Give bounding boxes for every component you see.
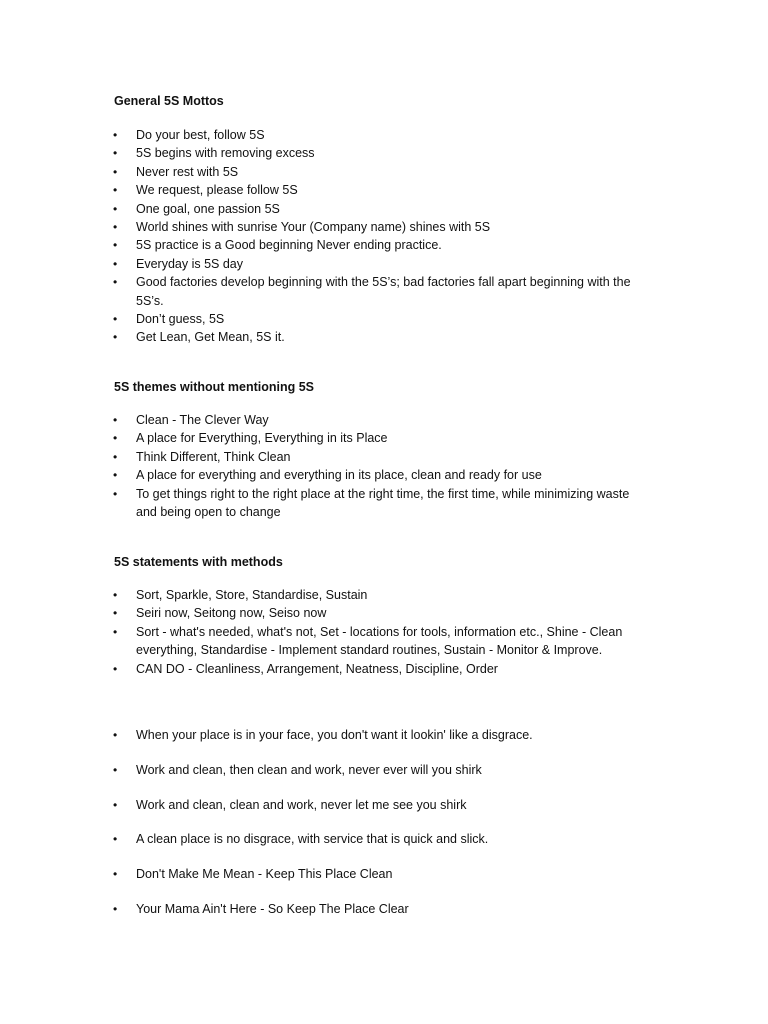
bullet-icon: • [113, 797, 118, 812]
bullet-list-general-5s-mottos [0, 126, 768, 347]
list-item: • Sort - what's needed, what's not, Set - locations for tools, information etc., Shine - Clean everything, Standardise - Implement standard routines, Sustain - Monitor & Improve. [113, 624, 623, 658]
bullet-icon: • [113, 588, 118, 602]
section-heading-general-5s-mottos: General 5S Mottos [114, 94, 224, 108]
bullet-icon: • [113, 146, 118, 161]
bullet-icon: • [113, 728, 118, 742]
list-item: • 5S begins with removing excess [0, 144, 636, 162]
bullet-icon: • [113, 449, 118, 464]
list-item: • 5S practice is a Good beginning Never ending practice. [0, 236, 636, 254]
bullet-icon: • [113, 468, 118, 483]
list-item: • Get Lean, Get Mean, 5S it. [0, 328, 636, 346]
list-item: • A clean place is no disgrace, with service that is quick and slick. [0, 830, 636, 848]
list-item: • Seiri now, Seitong now, Seiso now [0, 604, 636, 622]
list-item: • CAN DO - Cleanliness, Arrangement, Neatness, Discipline, Order [0, 660, 636, 678]
list-item: • Work and clean, clean and work, never let me see you shirk [0, 796, 636, 814]
bullet-icon: • [113, 413, 118, 427]
bullet-icon: • [113, 661, 118, 676]
bullet-icon: • [113, 164, 118, 179]
bullet-icon: • [113, 901, 118, 916]
bullet-icon: • [113, 606, 118, 621]
list-item: • A place for everything and everything in its place, clean and ready for use [0, 466, 636, 484]
bullet-icon: • [113, 183, 118, 198]
list-item: • Think Different, Think Clean [0, 448, 636, 466]
bullet-icon: • [113, 312, 118, 327]
list-item: • World shines with sunrise Your (Company name) shines with 5S [0, 218, 636, 236]
list-item: • Everyday is 5S day [0, 255, 636, 273]
bullet-icon: • [113, 486, 118, 501]
list-item: • One goal, one passion 5S [0, 200, 636, 218]
bullet-icon: • [113, 762, 118, 777]
list-item: • Don’t guess, 5S [0, 310, 636, 328]
bullet-icon: • [113, 220, 118, 235]
bullet-icon: • [113, 867, 118, 882]
list-item: • Work and clean, then clean and work, never ever will you shirk [0, 761, 636, 779]
bullet-icon: • [113, 624, 118, 639]
bullet-icon: • [113, 256, 118, 271]
list-item: • Good factories develop beginning with the 5S’s; bad factories fall apart beginning with the 5S’s. [113, 275, 631, 308]
list-item: • When your place is in your face, you don't want it lookin' like a disgrace. [0, 726, 636, 744]
list-item: • Never rest with 5S [0, 163, 636, 181]
bullet-icon: • [113, 238, 118, 253]
list-item: • To get things right to the right place at the right time, the first time, while minimizing waste and being open to change [113, 486, 630, 520]
bullet-list-rhymes [0, 726, 768, 935]
bullet-list-5s-themes [0, 411, 768, 521]
list-item: • Don't Make Me Mean - Keep This Place Clean [0, 865, 636, 883]
bullet-icon: • [113, 431, 118, 446]
section-heading-5s-statements: 5S statements with methods [114, 555, 283, 569]
list-item: • Clean - The Clever Way [0, 411, 636, 429]
section-heading-5s-themes: 5S themes without mentioning 5S [114, 380, 315, 394]
list-item: • Your Mama Ain't Here - So Keep The Place Clear [0, 900, 636, 918]
list-item: • A place for Everything, Everything in its Place [0, 429, 636, 447]
list-item: • We request, please follow 5S [0, 181, 636, 199]
bullet-icon: • [113, 201, 118, 216]
bullet-icon: • [113, 330, 118, 345]
bullet-icon: • [113, 832, 118, 847]
list-item: • Sort, Sparkle, Store, Standardise, Sustain [0, 586, 636, 604]
bullet-icon: • [113, 275, 118, 290]
list-item: • Do your best, follow 5S [0, 126, 636, 144]
bullet-list-5s-statements [0, 586, 768, 678]
bullet-icon: • [113, 128, 118, 142]
